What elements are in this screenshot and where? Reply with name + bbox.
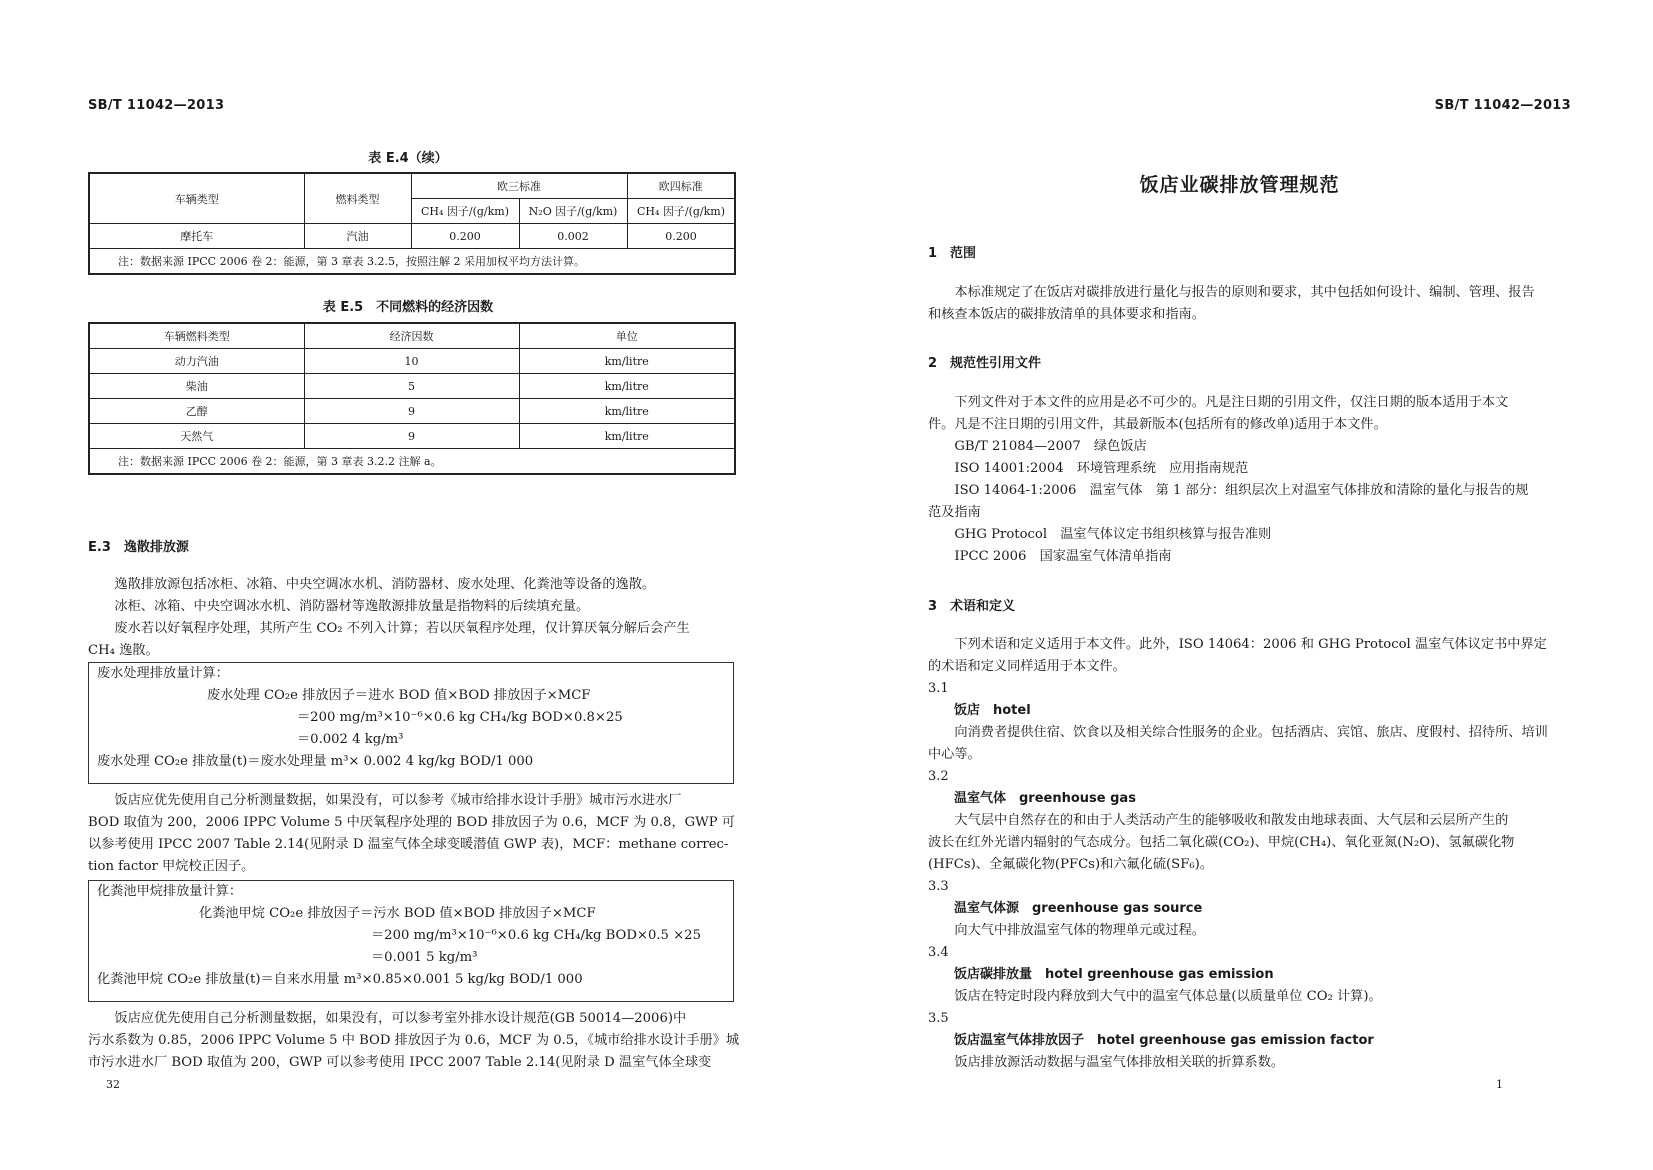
section-e3-body [88,574,734,662]
table-row [89,424,735,449]
term-number: 3.4 [928,945,949,960]
reference-item: GB/T 21084—2007 绿色饭店 [954,439,1147,454]
paragraph-line: BOD 取值为 200，2006 IPPC Volume 5 中厌氧程序处理的 BOD 排放因子为 0.6，MCF 为 0.8，GWP 可 [88,815,735,830]
th-euro3-n2o: N₂O 因子/(g/km) [519,199,627,224]
cell: km/litre [519,374,735,399]
table-e4-note: 注：数据来源 IPCC 2006 卷 2：能源，第 3 章表 3.2.5，按照注解 2 采用加权平均方法计算。 [89,249,735,275]
box-title: 废水处理排放量计算： [97,666,229,681]
reference-item: ISO 14001:2004 环境管理系统 应用指南规范 [954,461,1249,476]
table-e4 [88,172,736,275]
table-e5-caption: 表 E.5 不同燃料的经济因数 [322,300,494,315]
paragraph-line: tion factor 甲烷校正因子。 [88,859,255,874]
section-e3-title: E.3 逸散排放源 [88,540,189,555]
formula-line: 化粪池甲烷 CO₂e 排放量(t)＝自来水用量 m³×0.85×0.001 5 kg/kg BOD/1 000 [97,972,583,987]
paragraph-line: 件。凡是不注日期的引用文件，其最新版本(包括所有的修改单)适用于本文件。 [928,417,1387,432]
section-3-body [928,634,1572,1074]
paragraph-line: 的术语和定义同样适用于本文件。 [928,659,1126,674]
cell: 乙醇 [89,399,304,424]
term-heading: 温室气体源 greenhouse gas source [954,901,1203,916]
left-header-code: SB/T 11042—2013 [88,98,225,113]
paragraph-line: 逸散排放源包括冰柜、冰箱、中央空调冰水机、消防器材、废水处理、化粪池等设备的逸散。 [114,577,656,592]
section-1-title: 1 范围 [928,246,977,261]
box-title: 化粪池甲烷排放量计算： [97,884,243,899]
section-2-body [928,392,1572,568]
term-heading: 饭店碳排放量 hotel greenhouse gas emission [954,967,1274,982]
table-e5 [88,322,736,475]
table-e5-note: 注：数据来源 IPCC 2006 卷 2：能源，第 3 章表 3.2.2 注解 a。 [89,449,735,475]
cell: 0.200 [627,224,735,249]
wastewater-paragraph [88,790,734,878]
cell: km/litre [519,399,735,424]
formula-line: ＝200 mg/m³×10⁻⁶×0.6 kg CH₄/kg BOD×0.8×25 [297,710,623,725]
paragraph-line: 污水系数为 0.85，2006 IPPC Volume 5 中 BOD 排放因子为 0.6，MCF 为 0.5，《城市给排水设计手册》城 [88,1033,740,1048]
term-number: 3.5 [928,1011,949,1026]
septic-paragraph [88,1008,740,1074]
cell: 10 [304,349,519,374]
paragraph-line: 本标准规定了在饭店对碳排放进行量化与报告的原则和要求，其中包括如何设计、编制、管理、报告 [954,285,1535,300]
paragraph-line: CH₄ 逸散。 [88,643,159,658]
table-e4-caption: 表 E.4（续） [368,151,448,166]
formula-line: 废水处理 CO₂e 排放量(t)＝废水处理量 m³× 0.002 4 kg/kg BOD/1 000 [97,754,534,769]
th-euro3-ch4: CH₄ 因子/(g/km) [411,199,519,224]
formula-line: 废水处理 CO₂e 排放因子＝进水 BOD 值×BOD 排放因子×MCF [207,688,591,703]
document-title: 饭店业碳排放管理规范 [1139,174,1340,196]
septic-calc-box [88,880,734,1002]
term-definition: 饭店在特定时段内释放到大气中的温室气体总量(以质量单位 CO₂ 计算)。 [954,989,1382,1004]
term-heading: 饭店 hotel [954,703,1031,718]
term-number: 3.3 [928,879,949,894]
left-page [0,0,826,1170]
paragraph-line: 以参考使用 IPCC 2007 Table 2.14(见附录 D 温室气体全球变暖潜值 GWP 表)，MCF：methane correc- [88,837,729,852]
term-number: 3.2 [928,769,949,784]
paragraph-line: 冰柜、冰箱、中央空调冰水机、消防器材等逸散源排放量是指物料的后续填充量。 [114,599,590,614]
term-number: 3.1 [928,681,949,696]
cell: km/litre [519,424,735,449]
section-2-title: 2 规范性引用文件 [928,356,1042,371]
reference-item: IPCC 2006 国家温室气体清单指南 [954,549,1172,564]
cell: 0.200 [411,224,519,249]
term-heading: 温室气体 greenhouse gas [954,791,1136,806]
cell: 汽油 [304,224,411,249]
cell: 动力汽油 [89,349,304,374]
term-heading: 饭店温室气体排放因子 hotel greenhouse gas emission factor [954,1033,1374,1048]
wastewater-calc-box [88,662,734,784]
left-page-number: 32 [106,1078,120,1091]
paragraph-line: 饭店应优先使用自己分析测量数据，如果没有，可以参考室外排水设计规范(GB 50014—2006)中 [114,1011,687,1026]
section-3-title: 3 术语和定义 [928,599,1016,614]
table-row [89,349,735,374]
formula-line: ＝200 mg/m³×10⁻⁶×0.6 kg CH₄/kg BOD×0.5 ×25 [371,928,701,943]
cell: 柴油 [89,374,304,399]
paragraph-line: 下列文件对于本文件的应用是必不可少的。凡是注日期的引用文件，仅注日期的版本适用于本文 [954,395,1509,410]
th-euro3: 欧三标准 [411,173,627,199]
th-euro4-ch4: CH₄ 因子/(g/km) [627,199,735,224]
term-definition: 中心等。 [928,747,981,762]
th-economy-factor: 经济因数 [304,323,519,349]
cell: 5 [304,374,519,399]
right-page-number: 1 [1496,1078,1503,1091]
cell: 9 [304,424,519,449]
right-page [826,0,1653,1170]
term-definition: 大气层中自然存在的和由于人类活动产生的能够吸收和散发由地球表面、大气层和云层所产生的 [954,813,1509,828]
th-unit: 单位 [519,323,735,349]
term-definition: 向消费者提供住宿、饮食以及相关综合性服务的企业。包括酒店、宾馆、旅店、度假村、招待所、培训 [954,725,1548,740]
formula-line: 化粪池甲烷 CO₂e 排放因子＝污水 BOD 值×BOD 排放因子×MCF [199,906,596,921]
paragraph-line: 废水若以好氧程序处理，其所产生 CO₂ 不列入计算；若以厌氧程序处理，仅计算厌氧分解后会产生 [114,621,690,636]
table-row [89,224,735,249]
section-1-body [928,282,1572,326]
th-fuel-kind: 车辆燃料类型 [89,323,304,349]
cell: 9 [304,399,519,424]
cell: km/litre [519,349,735,374]
table-row [89,374,735,399]
paragraph-line: 下列术语和定义适用于本文件。此外，ISO 14064：2006 和 GHG Protocol 温室气体议定书中界定 [954,637,1547,652]
reference-item: GHG Protocol 温室气体议定书组织核算与报告准则 [954,527,1272,542]
formula-line: ＝0.002 4 kg/m³ [297,732,404,747]
formula-line: ＝0.001 5 kg/m³ [371,950,478,965]
term-definition: 向大气中排放温室气体的物理单元或过程。 [954,923,1205,938]
term-definition: 饭店排放源活动数据与温室气体排放相关联的折算系数。 [954,1055,1285,1070]
term-definition: 波长在红外光谱内辐射的气态成分。包括二氧化碳(CO₂)、甲烷(CH₄)、氧化亚氮(N₂O)、氢氟碳化物 [928,835,1515,850]
th-fuel-type: 燃料类型 [304,173,411,224]
table-row [89,399,735,424]
paragraph-line: 饭店应优先使用自己分析测量数据，如果没有，可以参考《城市给排水设计手册》城市污水进水厂 [114,793,682,808]
reference-item: 范及指南 [928,505,981,520]
reference-item: ISO 14064-1:2006 温室气体 第 1 部分：组织层次上对温室气体排放和清除的量化与报告的规 [954,483,1529,498]
paragraph-line: 市污水进水厂 BOD 取值为 200，GWP 可以参考使用 IPCC 2007 Table 2.14(见附录 D 温室气体全球变 [88,1055,712,1070]
th-euro4: 欧四标准 [627,173,735,199]
right-header-code: SB/T 11042—2013 [1434,98,1571,113]
cell: 摩托车 [89,224,304,249]
paragraph-line: 和核查本饭店的碳排放清单的具体要求和指南。 [928,307,1205,322]
term-definition: (HFCs)、全氟碳化物(PFCs)和六氟化硫(SF₆)。 [928,857,1213,872]
cell: 0.002 [519,224,627,249]
th-vehicle-type: 车辆类型 [89,173,304,224]
cell: 天然气 [89,424,304,449]
